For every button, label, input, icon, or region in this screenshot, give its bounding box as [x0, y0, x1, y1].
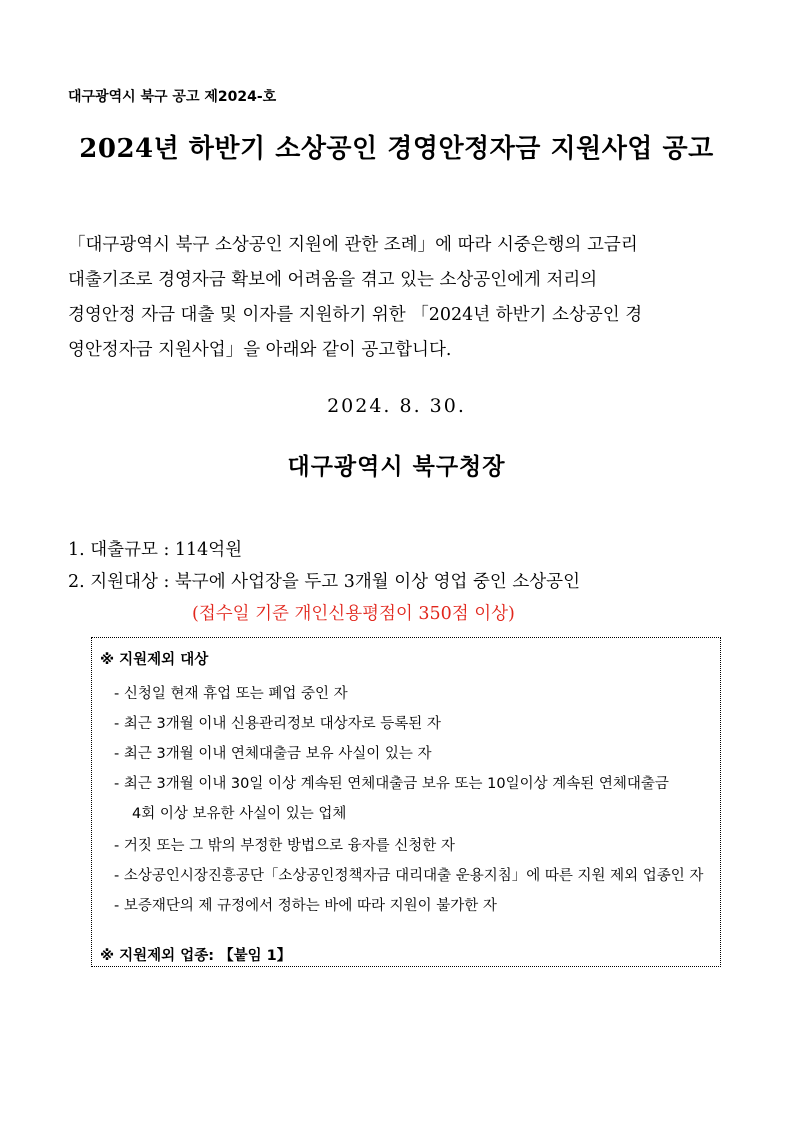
issuer-name: 대구광역시 북구청장: [287, 453, 506, 480]
credit-score-condition: (접수일 기준 개인신용평점이 350점 이상): [192, 604, 515, 624]
exclusion-item: - 최근 3개월 이내 신용관리정보 대상자로 등록된 자: [114, 716, 441, 732]
notice-number: 대구광역시 북구 공고 제2024-호: [68, 89, 277, 105]
loan-scale-item: 1. 대출규모 : 114억원: [68, 540, 243, 560]
exclusion-item: - 신청일 현재 휴업 또는 폐업 중인 자: [114, 686, 348, 702]
intro-line: 「대구광역시 북구 소상공인 지원에 관한 조례」에 따라 시중은행의 고금리: [68, 235, 638, 255]
notice-date: 2024. 8. 30.: [327, 395, 466, 417]
intro-line: 대출기조로 경영자금 확보에 어려움을 겪고 있는 소상공인에게 저리의: [68, 270, 598, 290]
intro-paragraph: [68, 228, 728, 368]
exclusion-item-continuation: 4회 이상 보유한 사실이 있는 업체: [132, 806, 347, 822]
exclusion-item: - 소상공인시장진흥공단「소상공인정책자금 대리대출 운용지침」에 따른 지원 제외 업종인 자: [114, 868, 704, 884]
support-target-item: 2. 지원대상 : 북구에 사업장을 두고 3개월 이상 영업 중인 소상공인: [68, 572, 580, 592]
exclusion-item: - 보증재단의 제 규정에서 정하는 바에 따라 지원이 불가한 자: [114, 898, 497, 914]
exclusion-item: - 최근 3개월 이내 30일 이상 계속된 연체대출금 보유 또는 10일이상 계속된 연체대출금: [114, 776, 669, 792]
exclusion-heading: ※ 지원제외 대상: [100, 652, 209, 668]
exclusion-box: [91, 637, 721, 967]
exclusion-item: - 최근 3개월 이내 연체대출금 보유 사실이 있는 자: [114, 746, 432, 762]
intro-line: 경영안정 자금 대출 및 이자를 지원하기 위한 「2024년 하반기 소상공인 경: [68, 305, 643, 325]
exclusion-item: - 거짓 또는 그 밖의 부정한 방법으로 융자를 신청한 자: [114, 838, 455, 854]
excluded-industries-note: ※ 지원제외 업종: 【붙임 1】: [100, 948, 292, 964]
page-title: 2024년 하반기 소상공인 경영안정자금 지원사업 공고: [79, 134, 714, 164]
intro-line: 영안정자금 지원사업」을 아래와 같이 공고합니다.: [68, 340, 452, 360]
